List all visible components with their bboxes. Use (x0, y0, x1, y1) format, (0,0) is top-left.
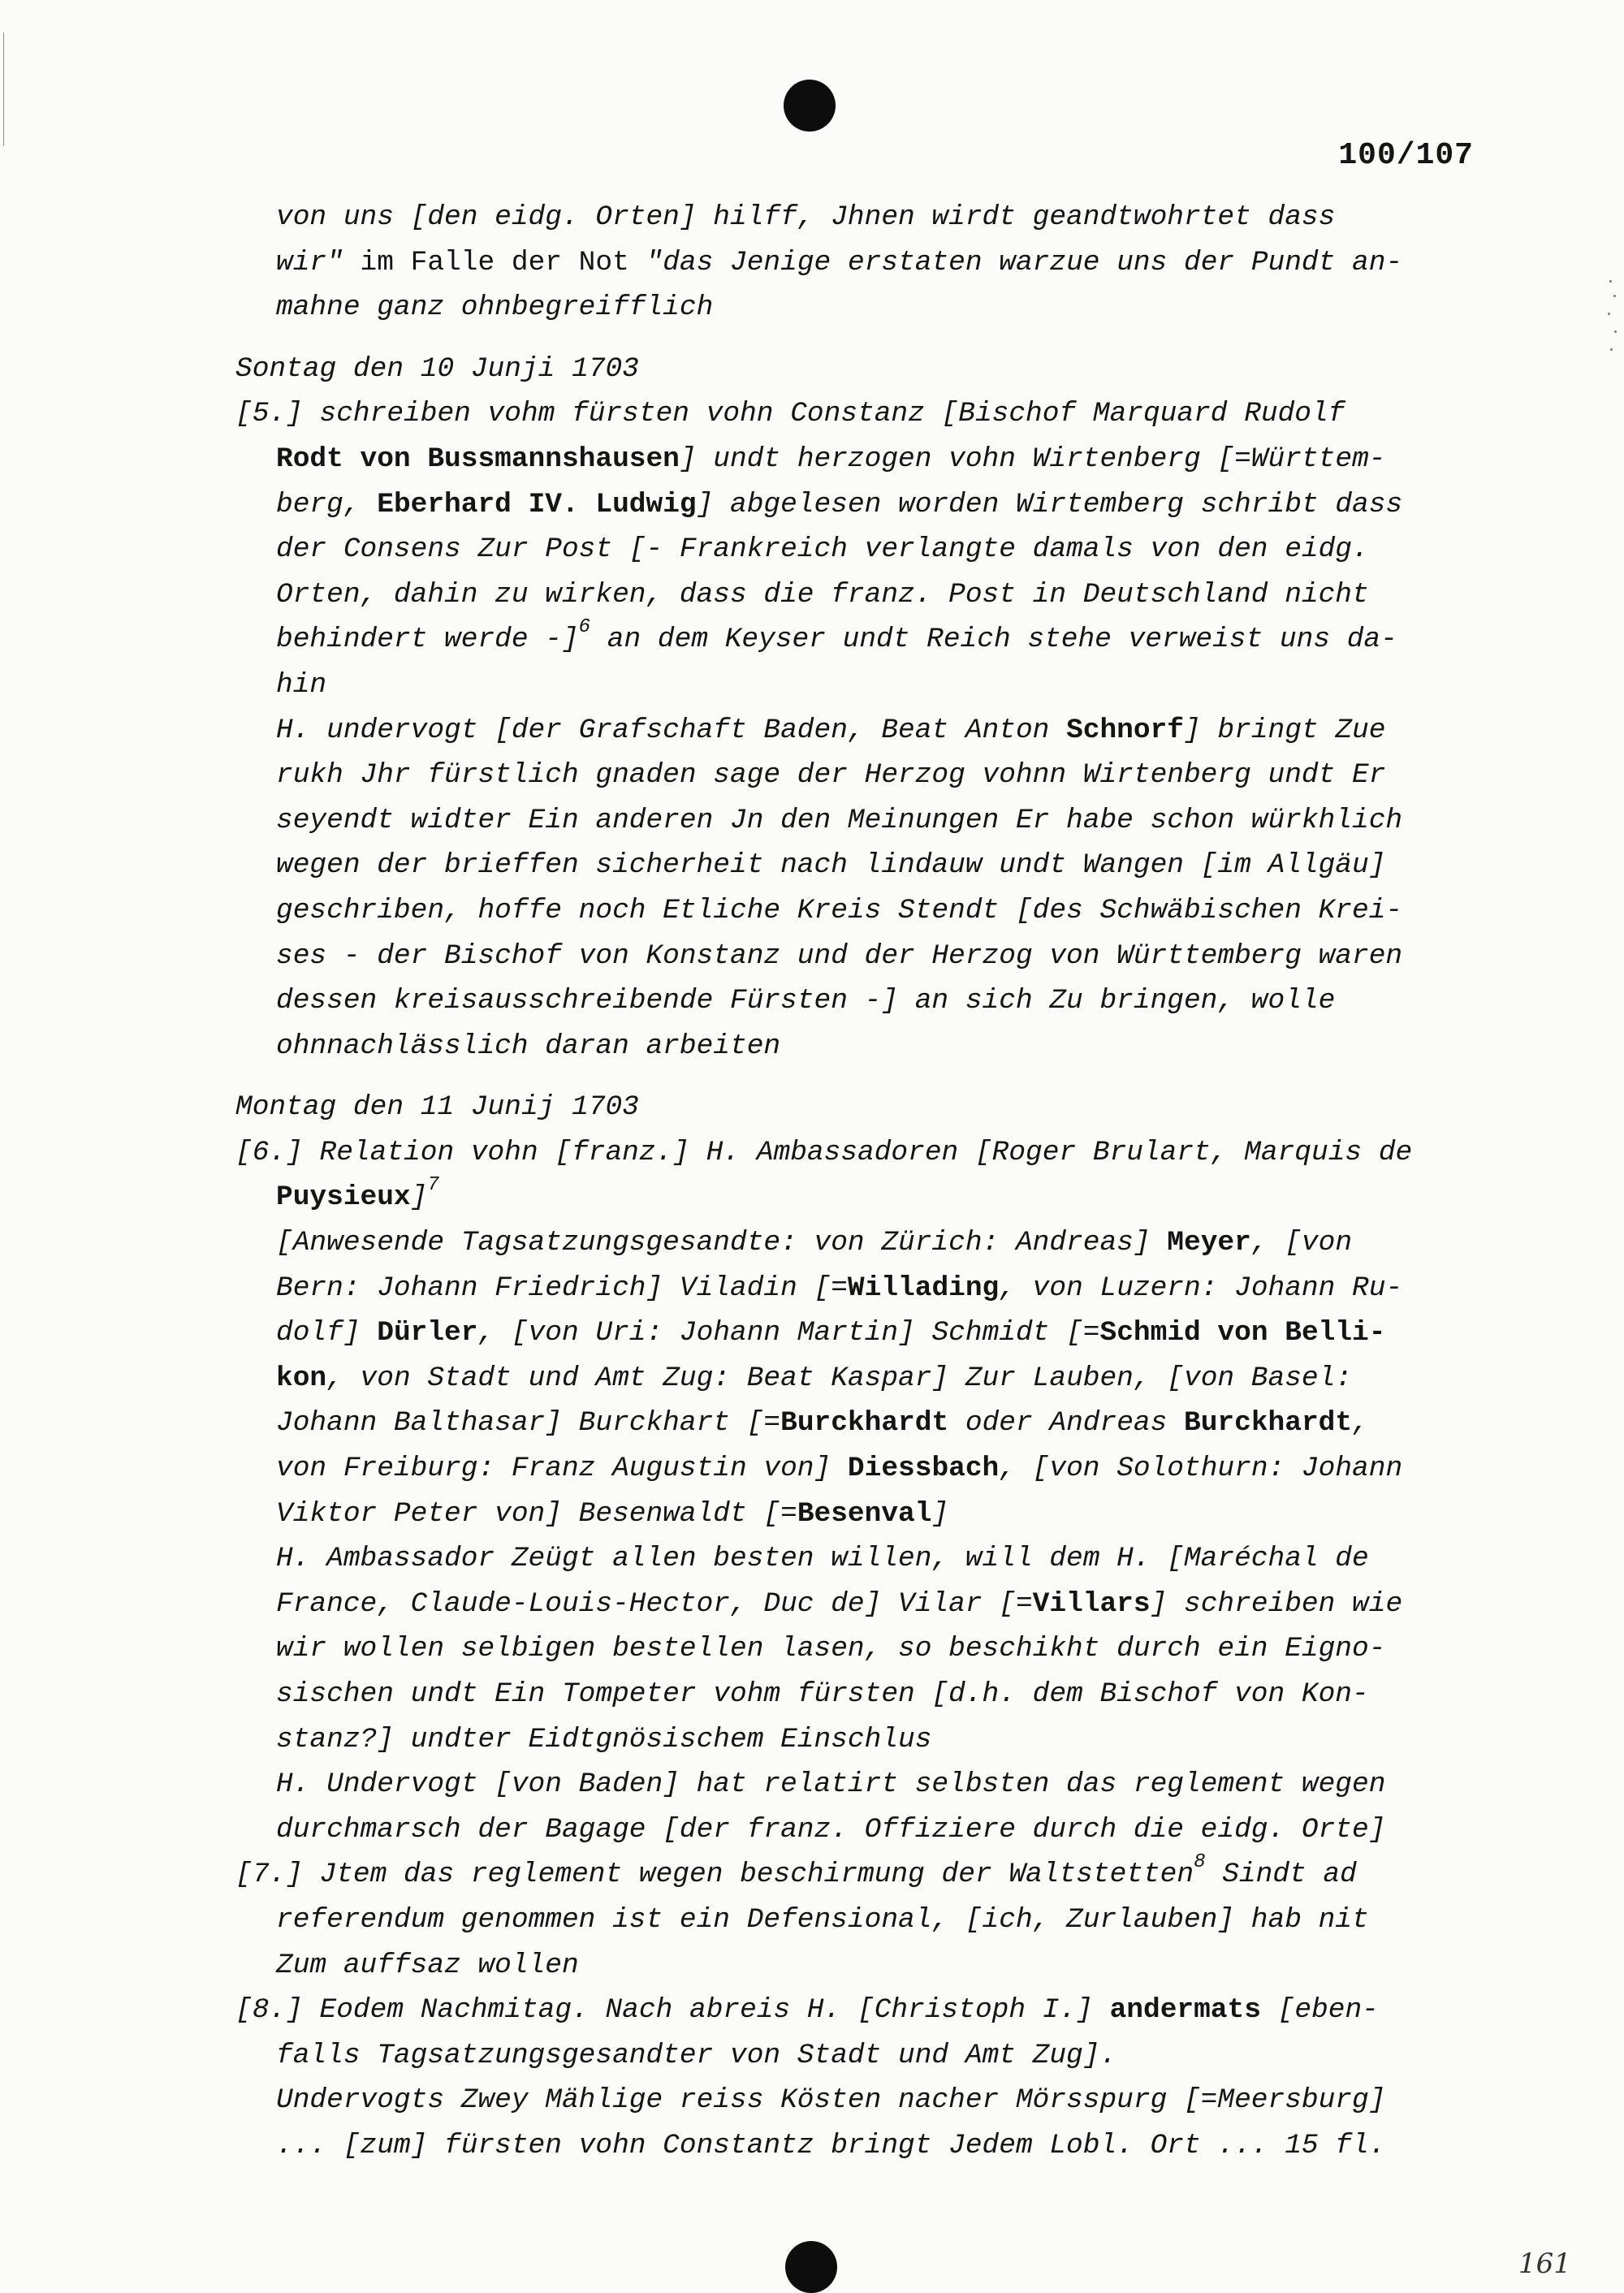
entry-line: [6.] Relation vohn [franz.] H. Ambassadoren [Roger Brulart, Marquis de (235, 1136, 1413, 1168)
text-line: [Anwesende Tagsatzungsgesandte: von Zürich: Andreas] Meyer, [von (276, 1227, 1353, 1259)
person-name: Willading (847, 1272, 1000, 1304)
person-name: andermats (1109, 1994, 1261, 2027)
entry-line: [5.] schreiben vohm fürsten vohn Constanz [Bischof Marquard Rudolf (235, 398, 1345, 430)
text-line: dessen kreisausschreibende Fürsten -] an sich Zu bringen, wolle (276, 985, 1336, 1017)
text-line: der Consens Zur Post [- Frankreich verlangte damals von den eidg. (276, 533, 1369, 566)
text-line: kon, von Stadt und Amt Zug: Beat Kaspar] Zur Lauben, [von Basel: (276, 1362, 1353, 1394)
punch-hole-top (784, 80, 836, 132)
person-name: kon (276, 1362, 327, 1394)
text-line: dolf] Dürler, [von Uri: Johann Martin] Schmidt [=Schmid von Belli- (276, 1317, 1386, 1349)
date-heading: Sontag den 10 Junji 1703 (235, 352, 639, 385)
text-line: hin (276, 668, 327, 701)
text-line: wir wollen selbigen bestellen lasen, so beschikht durch ein Eigno- (276, 1633, 1386, 1665)
person-name: Schnorf (1066, 714, 1184, 746)
date-heading: Montag den 11 Junij 1703 (235, 1091, 639, 1124)
entry-line: [7.] Jtem das reglement wegen beschirmung der Waltstetten$^8$ Sindt ad (235, 1851, 1357, 1891)
person-name: Besenval (797, 1497, 932, 1530)
text-line: rukh Jhr fürstlich gnaden sage der Herzog vohnn Wirtenberg undt Er (276, 759, 1386, 792)
text-line: stanz?] undter Eidtgnösischem Einschlus (276, 1723, 932, 1755)
handwritten-folio-number: 161 (1518, 2248, 1571, 2280)
text-line: durchmarsch der Bagage [der franz. Offiziere durch die eidg. Orte] (276, 1813, 1386, 1846)
text-line: sischen undt Ein Tompeter vohm fürsten [d.h. dem Bischof von Kon- (276, 1678, 1369, 1710)
person-name: Meyer (1167, 1227, 1251, 1259)
text-line: falls Tagsatzungsgesandter von Stadt und Amt Zug]. (276, 2039, 1117, 2071)
text-line: H. undervogt [der Grafschaft Baden, Beat Anton Schnorf] bringt Zue (276, 714, 1386, 746)
text-line: geschriben, hoffe noch Etliche Kreis Stendt [des Schwäbischen Krei- (276, 894, 1403, 926)
scan-edge-line (3, 32, 4, 146)
text-line: Johann Balthasar] Burckhart [=Burckhardt oder Andreas Burckhardt, (276, 1407, 1369, 1440)
text-line: Viktor Peter von] Besenwaldt [=Besenval] (276, 1497, 949, 1530)
person-name: Schmid von Belli- (1099, 1317, 1386, 1349)
text-line: ses - der Bischof von Konstanz und der Herzog von Württemberg waren (276, 939, 1403, 972)
text-line: von Freiburg: Franz Augustin von] Diessbach, [von Solothurn: Johann (276, 1453, 1403, 1485)
person-name: Dürler (377, 1317, 478, 1349)
text-line: ... [zum] fürsten vohn Constantz bringt Jedem Lobl. Ort ... 15 fl. (276, 2129, 1386, 2161)
punch-hole-bottom (785, 2241, 837, 2293)
text-line: seyendt widter Ein anderen Jn den Meinungen Er habe schon würkhlich (276, 804, 1403, 836)
text-line: Puysieux]$^7$ (276, 1174, 439, 1214)
text-line: behindert werde -]$^6$ an dem Keyser undt Reich stehe verweist uns da- (276, 616, 1397, 656)
text-line: mahne ganz ohnbegreifflich (276, 291, 714, 324)
person-name: Burckhardt (1184, 1407, 1353, 1440)
document-body (235, 195, 1486, 2169)
person-name: Villars (1032, 1587, 1151, 1620)
text-line: von uns [den eidg. Orten] hilff, Jhnen wirdt geandtwohrtet dass (276, 201, 1336, 233)
text-line: Bern: Johann Friedrich] Viladin [=Willading, von Luzern: Johann Ru- (276, 1272, 1403, 1304)
footnote-ref: 7 (427, 1174, 439, 1197)
page-number: 100/107 (1338, 138, 1474, 173)
person-name: Burckhardt (780, 1407, 949, 1440)
text-line: Undervogts Zwey Mählige reiss Kösten nacher Mörsspurg [=Meersburg] (276, 2084, 1386, 2117)
text-line: wegen der brieffen sicherheit nach lindauw undt Wangen [im Allgäu] (276, 849, 1386, 882)
text-line: Orten, dahin zu wirken, dass die franz. Post in Deutschland nicht (276, 578, 1369, 611)
person-name: Puysieux (276, 1181, 411, 1214)
text-line: ohnnachlässlich daran arbeiten (276, 1030, 781, 1062)
person-name: Eberhard IV. Ludwig (377, 488, 697, 520)
text-line: Zum auffsaz wollen (276, 1949, 579, 1981)
footnote-ref: 8 (1194, 1851, 1206, 1874)
footnote-ref: 6 (578, 616, 591, 639)
text-line: wir" im Falle der Not "das Jenige erstaten warzue uns der Pundt an- (276, 246, 1403, 279)
person-name: Rodt von Bussmannshausen (276, 443, 680, 475)
text-line: H. Undervogt [von Baden] hat relatirt selbsten das reglement wegen (276, 1768, 1386, 1801)
text-line: berg, Eberhard IV. Ludwig] abgelesen worden Wirtemberg schribt dass (276, 488, 1403, 520)
person-name: Diessbach (847, 1453, 1000, 1485)
text-line: H. Ambassador Zeügt allen besten willen, will dem H. [Maréchal de (276, 1543, 1369, 1575)
text-line: referendum genommen ist ein Defensional, [ich, Zurlauben] hab nit (276, 1903, 1369, 1936)
text-line: France, Claude-Louis-Hector, Duc de] Vilar [=Villars] schreiben wie (276, 1587, 1403, 1620)
entry-line: [8.] Eodem Nachmitag. Nach abreis H. [Christoph I.] andermats [eben- (235, 1994, 1379, 2027)
scan-noise-dots (1608, 280, 1618, 353)
text-line: Rodt von Bussmannshausen] undt herzogen vohn Wirtenberg [=Württem- (276, 443, 1386, 475)
